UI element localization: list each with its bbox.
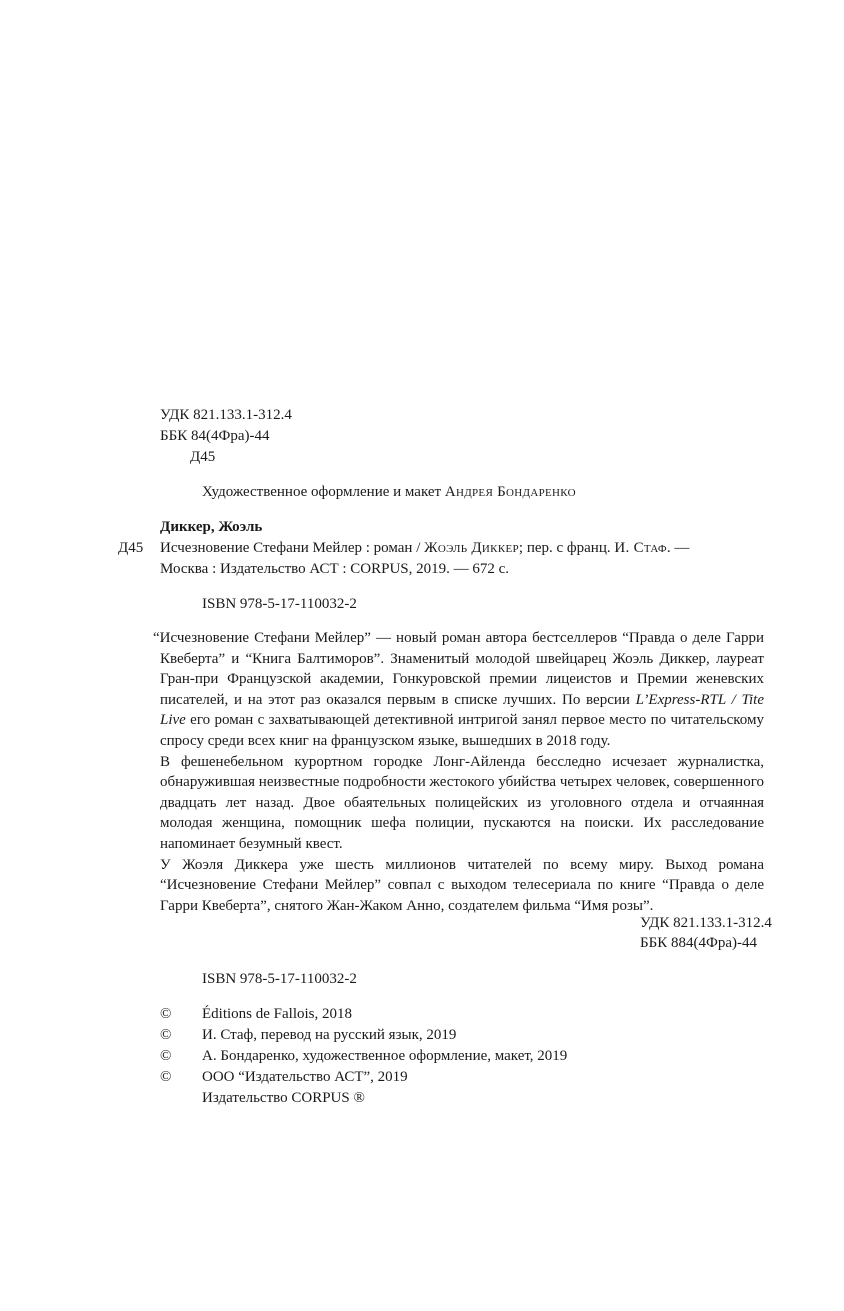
copyright-symbol: © <box>160 1048 172 1064</box>
bibliography-line-2: Москва : Издательство АСТ : CORPUS, 2019. — 672 с. <box>160 561 510 577</box>
bibliography-title: Исчезновение Стефани Мейлер : роман / <box>160 540 425 556</box>
copyright-line-3 <box>160 1046 567 1067</box>
design-credit-name: Андрея Бондаренко <box>444 484 576 500</box>
bibliography-author: Диккер, Жоэль <box>160 519 263 535</box>
copyright-text: И. Стаф, перевод на русский язык, 2019 <box>202 1027 457 1043</box>
bibliography-author-sc: Жоэль Диккер <box>424 540 519 556</box>
bibliography-dash: . — <box>666 540 690 556</box>
bibliography-translator: И. Стаф <box>614 540 667 556</box>
copyright-symbol: © <box>160 1069 172 1085</box>
isbn-bottom: ISBN 978-5-17-110032-2 <box>202 971 357 987</box>
annotation-paragraph-1 <box>153 628 764 752</box>
annotation-paragraph-2: В фешенебельном курортном городке Лонг-Айленда бесследно исчезает журналистка, обнаружившая неизвестные подробности жестокого убийства четырех человек, совершенного двадцать лет назад. Двое обаятельных полицейских из уголовного отдела и отчаянная молодая женщина, помощник шефа полиции, пускаются на поиски. Их расследование напоминает безумный квест. <box>160 753 764 852</box>
udk-code: УДК 821.133.1-312.4 <box>160 407 292 423</box>
annotation-p1-text-b: его роман с захватывающей детективной интригой занял первое место по читательскому спросу среди всех книг на французском языке, вышедших в 2018 году. <box>160 712 764 749</box>
annotation-p1-text-a: “Исчезновение Стефани Мейлер” — новый роман автора бестселлеров “Правда о деле Гарри Квеберта” и “Книга Балтиморов”. Знаменитый молодой швейцарец Жоэль Диккер, лауреат Гран-при Французской академии, Гонкуровской премии лицеистов и Премии женевских писателей, и на этот раз оказался первым в списке лучших. По версии <box>153 630 764 708</box>
annotation <box>153 628 764 916</box>
copyright-text: Éditions de Fallois, 2018 <box>202 1006 352 1022</box>
annotation-p1-source: L’Express-RTL / Tite Live <box>160 691 764 729</box>
copyright-symbol: © <box>160 1027 172 1043</box>
publisher-imprint: Издательство CORPUS ® <box>202 1090 365 1106</box>
copyright-line-2 <box>160 1025 456 1046</box>
udk-code-right: УДК 821.133.1-312.4 <box>640 915 772 931</box>
copyright-line-4 <box>160 1067 408 1088</box>
bibliography-side-mark: Д45 <box>118 540 144 556</box>
author-mark: Д45 <box>190 449 216 465</box>
bbk-code-right: ББК 884(4Фра)-44 <box>640 935 757 951</box>
bibliography-line-1 <box>160 538 689 559</box>
isbn-top: ISBN 978-5-17-110032-2 <box>202 596 357 612</box>
annotation-paragraph-3: У Жоэля Диккера уже шесть миллионов читателей по всему миру. Выход романа “Исчезновение Стефани Мейлер” совпал с выходом телесериала по книге “Правда о деле Гарри Квеберта”, снятого Жан-Жаком Анно, создателем фильма “Имя розы”. <box>160 856 764 914</box>
design-credit <box>202 482 576 503</box>
copyright-text: ООО “Издательство АСТ”, 2019 <box>202 1069 408 1085</box>
design-credit-prefix: Художественное оформление и макет <box>202 484 445 500</box>
copyright-text: А. Бондаренко, художественное оформление, макет, 2019 <box>202 1048 568 1064</box>
codes-right <box>640 913 772 953</box>
bbk-code: ББК 84(4Фра)-44 <box>160 428 270 444</box>
copyright-line-1 <box>160 1004 352 1025</box>
copyright-symbol: © <box>160 1006 172 1022</box>
bibliography-translation: ; пер. с франц. <box>518 540 615 556</box>
